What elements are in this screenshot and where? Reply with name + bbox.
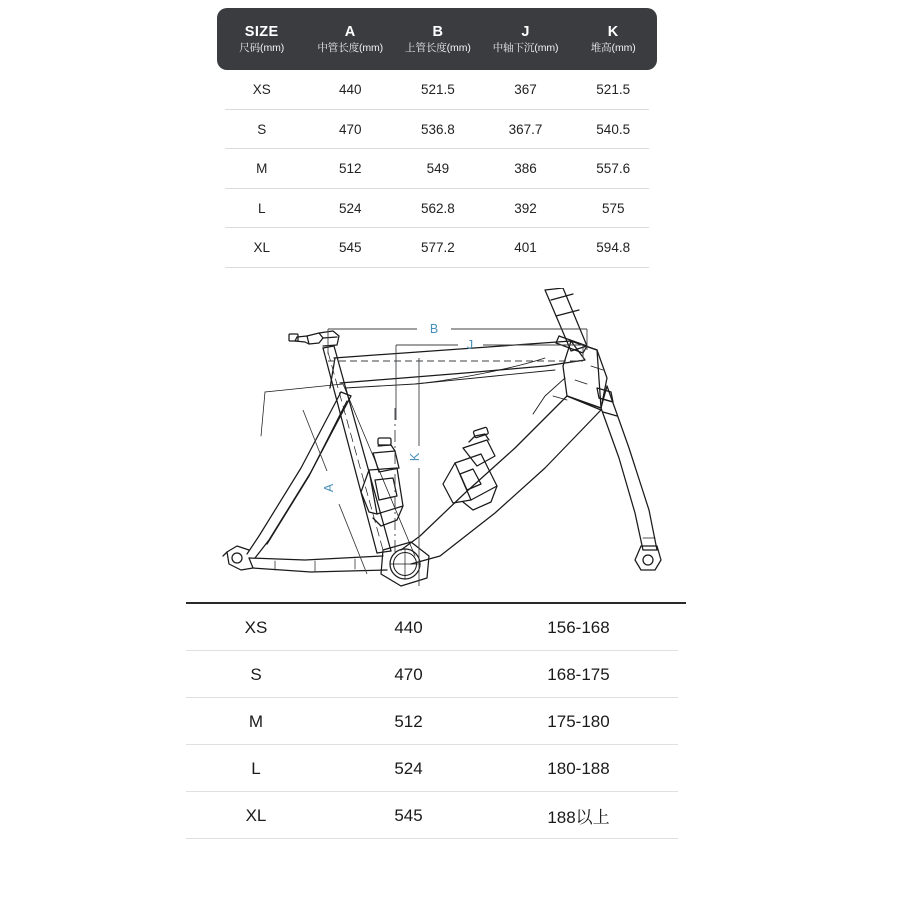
geometry-cell-a: 512 (338, 161, 362, 177)
geometry-cell-b: 549 (426, 161, 450, 177)
top-tube-brace (345, 358, 555, 388)
size-cell-seat-tube: 470 (394, 664, 423, 684)
size-cell-height-range: 156-168 (547, 617, 610, 637)
geometry-header-b (394, 24, 482, 55)
geometry-header-a-code: A (344, 23, 356, 40)
geometry-cell-k: 521.5 (596, 82, 631, 98)
size-cell-seat-tube: 512 (394, 711, 423, 731)
size-cell-size: M (248, 711, 264, 731)
geometry-cell-a: 524 (338, 200, 362, 216)
size-cell-seat-tube: 524 (394, 758, 423, 778)
dimension-b (328, 329, 587, 354)
dimension-label-j: J (466, 338, 474, 352)
geometry-header-j-code: J (521, 23, 530, 40)
geometry-table-header-row (217, 8, 657, 70)
size-cell-size: XL (245, 805, 267, 825)
down-tube-bottle-cage (443, 427, 497, 510)
geometry-header-j (482, 24, 570, 55)
geometry-header-b-sub: 上管长度(mm) (405, 42, 471, 55)
size-cell-size: L (251, 758, 261, 778)
table-row (186, 651, 686, 698)
geometry-cell-j: 367 (514, 82, 537, 98)
geometry-cell-b: 577.2 (420, 240, 455, 256)
table-row (217, 70, 657, 110)
table-row (217, 189, 657, 229)
geometry-cell-a: 470 (338, 121, 362, 137)
geometry-header-k-code: K (607, 23, 619, 40)
table-row (217, 228, 657, 268)
down-tube (401, 396, 601, 564)
geometry-cell-a: 545 (338, 240, 362, 256)
size-cell-height-range: 168-175 (547, 664, 610, 684)
dimension-label-k: K (408, 452, 422, 462)
frame-geometry-diagram (215, 288, 675, 596)
chainstay (249, 556, 387, 572)
table-row (186, 604, 686, 651)
fork-dropout (635, 538, 661, 570)
dimension-label-a: A (322, 483, 336, 493)
geometry-cell-size: L (257, 200, 266, 216)
geometry-header-k (569, 24, 657, 55)
geometry-cell-b: 536.8 (420, 121, 455, 137)
size-cell-size: XS (244, 617, 268, 637)
geometry-cell-k: 575 (601, 200, 625, 216)
size-cell-height-range: 180-188 (547, 758, 610, 778)
geometry-header-size (217, 24, 306, 55)
geometry-cell-k: 557.6 (596, 161, 631, 177)
size-cell-seat-tube: 440 (394, 617, 423, 637)
geometry-header-a (306, 24, 394, 55)
bottom-bracket (381, 542, 429, 586)
size-cell-seat-tube: 545 (394, 805, 423, 825)
dimension-label-b: B (429, 322, 439, 336)
size-cell-height-range: 188以上 (547, 808, 610, 827)
geometry-cell-size: XS (252, 82, 271, 98)
seat-clamp (289, 331, 339, 346)
table-row (186, 792, 686, 839)
geometry-header-size-code: SIZE (244, 23, 279, 40)
top-tube (330, 341, 597, 388)
geometry-cell-b: 521.5 (420, 82, 455, 98)
geometry-table (217, 8, 657, 268)
table-row (186, 698, 686, 745)
size-recommendation-table (186, 602, 686, 839)
geometry-cell-j: 386 (514, 161, 537, 177)
table-row (217, 110, 657, 150)
seat-tube (323, 346, 391, 553)
table-row (186, 745, 686, 792)
geometry-cell-j: 367.7 (508, 121, 543, 137)
geometry-cell-a: 440 (338, 82, 362, 98)
size-cell-height-range: 175-180 (547, 711, 610, 731)
geometry-cell-j: 401 (514, 240, 537, 256)
size-cell-size: S (250, 664, 262, 684)
geometry-cell-size: S (257, 121, 267, 137)
fork (597, 386, 657, 550)
geometry-cell-j: 392 (514, 200, 537, 216)
geometry-header-b-code: B (432, 23, 444, 40)
geometry-cell-k: 540.5 (596, 121, 631, 137)
geometry-cell-size: XL (253, 240, 270, 256)
geometry-cell-size: M (256, 161, 268, 177)
geometry-header-a-sub: 中管长度(mm) (317, 42, 384, 55)
geometry-header-j-sub: 中轴下沉(mm) (492, 42, 559, 55)
geometry-cell-b: 562.8 (420, 200, 455, 216)
geometry-header-k-sub: 堆高(mm) (590, 42, 636, 55)
table-row (217, 149, 657, 189)
geometry-header-size-sub: 尺码(mm) (239, 42, 285, 55)
geometry-cell-k: 594.8 (596, 240, 631, 256)
